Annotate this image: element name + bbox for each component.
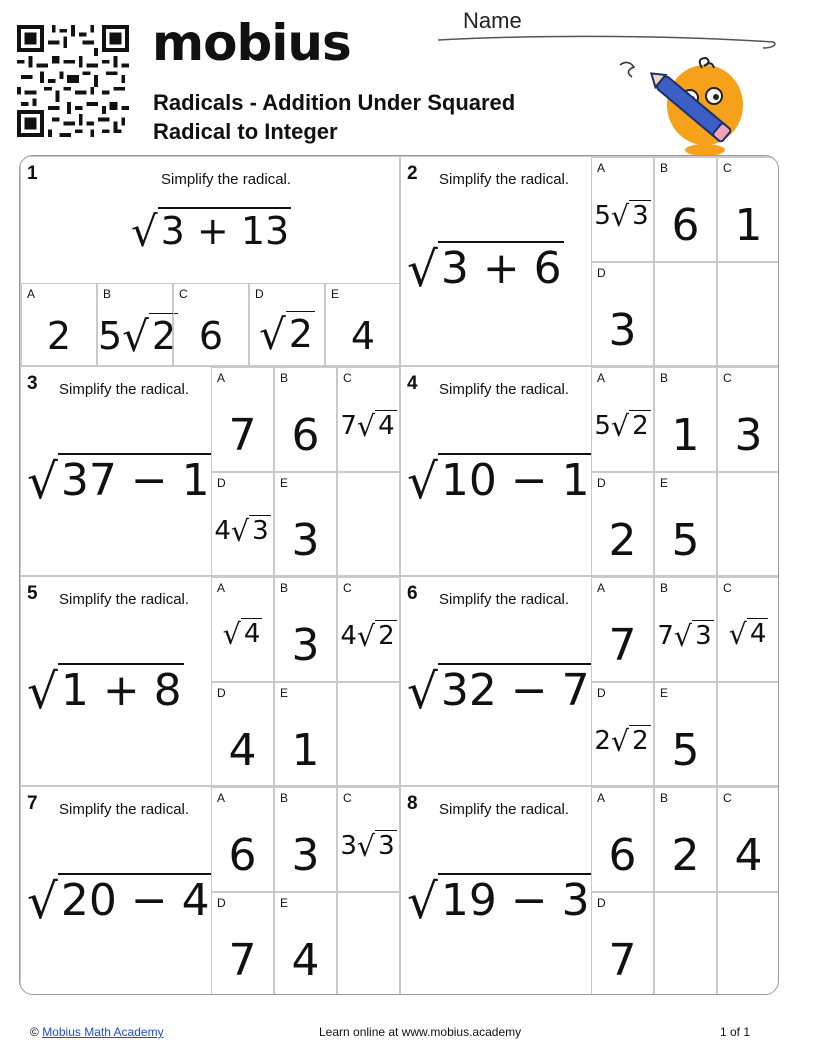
answer-radical-radicand: 4: [375, 410, 397, 441]
answer-value: [655, 725, 716, 776]
answer-choice-b[interactable]: [97, 283, 177, 367]
answer-choice-b[interactable]: [654, 157, 717, 262]
answer-choice-d[interactable]: [211, 892, 274, 995]
answer-number: 1: [291, 725, 320, 776]
answer-number: 7: [228, 935, 257, 986]
answer-value: [592, 830, 653, 881]
empty-answer-box: [717, 892, 779, 995]
empty-answer-box: [654, 262, 717, 367]
answer-choice-a[interactable]: [211, 787, 274, 892]
problem-expression: [407, 241, 564, 298]
problem-instruction: Simplify the radical.: [439, 591, 570, 608]
answer-choice-e[interactable]: [274, 892, 337, 995]
answer-value: [275, 830, 336, 881]
answer-number: 6: [228, 830, 257, 881]
expression-radical-radicand: 32 − 7: [438, 663, 592, 716]
answer-letter: B: [660, 581, 669, 595]
answer-choice-c[interactable]: [717, 577, 779, 682]
answer-value: [592, 620, 653, 671]
radical-sign-icon: √: [222, 617, 241, 651]
answer-choice-e[interactable]: [325, 283, 401, 367]
answer-radical-radicand: 4: [747, 618, 769, 649]
answer-value: [655, 515, 716, 566]
answer-radical-radicand: 2: [149, 313, 178, 358]
answer-radical-radicand: 3: [249, 515, 271, 546]
answer-letter: A: [217, 791, 226, 805]
answer-value: [338, 829, 399, 864]
answer-radical-coefficient: 7: [340, 411, 357, 441]
answer-letter: D: [597, 686, 606, 700]
answer-letter: C: [179, 287, 188, 301]
answer-radical: [594, 724, 650, 759]
problem-cell: [20, 576, 400, 786]
expression-radical-radicand: 10 − 1: [438, 453, 592, 506]
answer-radical-coefficient: 7: [657, 621, 674, 651]
empty-answer-box: [717, 262, 779, 367]
answer-value: [212, 725, 273, 776]
answer-radical-radicand: 3: [629, 200, 651, 231]
answer-choice-c[interactable]: [173, 283, 249, 367]
problem-cell: [20, 366, 400, 576]
radical-sign-icon: √: [407, 873, 438, 930]
answer-choice-b[interactable]: [654, 577, 717, 682]
problem-cell: [400, 576, 779, 786]
answer-letter: E: [280, 476, 289, 490]
problem-expression: [131, 207, 291, 257]
radical-sign-icon: √: [407, 241, 438, 298]
answer-value: [275, 935, 336, 986]
answer-value: [338, 619, 399, 654]
answer-letter: A: [217, 371, 226, 385]
expression-radical-radicand: 19 − 3: [438, 873, 592, 926]
answer-radical-radicand: 4: [241, 618, 263, 649]
answer-value: [22, 314, 96, 358]
answer-radical-coefficient: 5: [594, 201, 611, 231]
answer-radical-radicand: 2: [629, 410, 651, 441]
radical-sign-icon: √: [407, 663, 438, 720]
answer-radical: [223, 618, 263, 649]
worksheet-title: [153, 88, 515, 146]
answer-letter: E: [280, 686, 289, 700]
answer-number: 4: [228, 725, 257, 776]
answer-number: 5: [671, 515, 700, 566]
answer-letter: B: [660, 791, 669, 805]
problem-instruction: Simplify the radical.: [59, 591, 190, 608]
answer-radical: [340, 829, 396, 864]
answer-choice-e[interactable]: [274, 472, 337, 577]
answer-radical-radicand: 2: [286, 311, 315, 356]
problem-expression: [27, 453, 212, 510]
radical-sign-icon: √: [131, 207, 158, 257]
answer-value: [592, 199, 653, 234]
answer-letter: B: [660, 161, 669, 175]
expression-radical: [407, 241, 564, 298]
answer-letter: B: [280, 371, 289, 385]
footer-copyright: © Mobius Math Academy: [30, 1025, 164, 1039]
answer-radical: [98, 312, 178, 362]
empty-answer-box: [337, 472, 400, 577]
answer-value: [655, 830, 716, 881]
radical-sign-icon: √: [27, 873, 58, 930]
answer-radical-radicand: 2: [375, 620, 397, 651]
problem-number: 7: [27, 793, 38, 814]
answer-choice-a[interactable]: [591, 577, 654, 682]
expression-radical-radicand: 37 − 1: [58, 453, 212, 506]
footer-page-number: 1 of 1: [720, 1025, 751, 1039]
answer-value: [592, 724, 653, 759]
answer-letter: B: [660, 371, 669, 385]
answer-letter: D: [597, 896, 606, 910]
answer-value: [592, 305, 653, 356]
answer-choice-b[interactable]: [654, 787, 717, 892]
answer-choice-c[interactable]: [337, 367, 400, 472]
answer-radical-coefficient: 3: [340, 831, 357, 861]
answer-choice-e[interactable]: [274, 682, 337, 787]
problem-expression: [27, 663, 184, 720]
qr-code: [17, 25, 129, 137]
answer-number: 4: [350, 314, 376, 358]
answer-radical: [729, 618, 769, 649]
answer-value: [655, 410, 716, 461]
answer-choice-c[interactable]: [337, 577, 400, 682]
expression-radical-radicand: 20 − 4: [58, 873, 212, 926]
problem-number: 4: [407, 373, 418, 394]
answer-letter: B: [280, 791, 289, 805]
answer-number: 1: [671, 410, 700, 461]
problem-expression: [407, 453, 592, 510]
answer-letter: A: [597, 161, 606, 175]
answer-choice-d[interactable]: [591, 262, 654, 367]
answer-number: 6: [671, 200, 700, 251]
expression-radical: [407, 663, 592, 720]
problem-cell: [400, 786, 779, 995]
answer-number: 7: [608, 620, 637, 671]
answer-letter: C: [343, 791, 352, 805]
answer-letter: C: [343, 371, 352, 385]
answer-letter: D: [597, 266, 606, 280]
answer-value: [212, 618, 273, 651]
answer-choice-d[interactable]: [211, 472, 274, 577]
answer-value: [98, 312, 177, 362]
answer-number: 7: [228, 410, 257, 461]
empty-answer-box: [337, 682, 400, 787]
answer-letter: D: [597, 476, 606, 490]
answer-letter: B: [103, 287, 112, 301]
expression-radical: [407, 453, 592, 510]
problem-expression: [407, 873, 592, 930]
answer-radical: [594, 199, 650, 234]
answer-radical-coefficient: 4: [340, 621, 357, 651]
answer-radical-radicand: 3: [375, 830, 397, 861]
answer-radical-radicand: 3: [692, 620, 714, 651]
answer-letter: E: [331, 287, 340, 301]
answer-letter: E: [660, 686, 669, 700]
problem-number: 5: [27, 583, 38, 604]
answer-value: [250, 311, 324, 358]
radical-sign-icon: √: [356, 409, 376, 444]
radical-sign-icon: √: [27, 453, 58, 510]
radical-sign-icon: √: [230, 514, 250, 549]
empty-answer-box: [337, 892, 400, 995]
answer-radical: [259, 310, 315, 359]
answer-letter: A: [597, 791, 606, 805]
answer-value: [592, 515, 653, 566]
answer-radical: [340, 619, 396, 654]
radical-sign-icon: √: [673, 619, 693, 654]
answer-value: [592, 409, 653, 444]
answer-number: 1: [734, 200, 763, 251]
answer-value: [326, 314, 400, 358]
answer-letter: D: [217, 896, 226, 910]
answer-letter: A: [27, 287, 36, 301]
problem-expression: [27, 873, 212, 930]
expression-radical: [27, 663, 184, 720]
problem-cell: [20, 786, 400, 995]
radical-sign-icon: √: [27, 663, 58, 720]
answer-choice-a[interactable]: [591, 787, 654, 892]
problem-number: 6: [407, 583, 418, 604]
problem-expression: [407, 663, 592, 720]
answer-choice-c[interactable]: [337, 787, 400, 892]
radical-sign-icon: √: [122, 312, 149, 362]
expression-radical-radicand: 3 + 6: [438, 241, 564, 294]
answer-choice-b[interactable]: [274, 787, 337, 892]
answer-value: [174, 314, 248, 358]
answer-letter: E: [280, 896, 289, 910]
answer-number: 3: [291, 830, 320, 881]
answer-number: 6: [198, 314, 224, 358]
problem-grid: [19, 155, 779, 995]
radical-sign-icon: √: [259, 310, 286, 359]
answer-number: 5: [671, 725, 700, 776]
answer-number: 3: [291, 515, 320, 566]
answer-choice-c[interactable]: [717, 367, 779, 472]
answer-number: 2: [671, 830, 700, 881]
answer-choice-c[interactable]: [717, 157, 779, 262]
expression-radical: [27, 873, 212, 930]
problem-number: 2: [407, 163, 418, 184]
answer-letter: E: [660, 476, 669, 490]
answer-number: 3: [608, 305, 637, 356]
answer-number: 7: [608, 935, 637, 986]
mobius-academy-link[interactable]: Mobius Math Academy: [42, 1025, 164, 1039]
answer-choice-b[interactable]: [274, 367, 337, 472]
problem-instruction: Simplify the radical.: [59, 801, 190, 818]
answer-choice-e[interactable]: [654, 682, 717, 787]
answer-value: [718, 410, 779, 461]
answer-letter: D: [217, 476, 226, 490]
answer-choice-a[interactable]: [211, 367, 274, 472]
answer-value: [212, 410, 273, 461]
answer-choice-a[interactable]: [591, 157, 654, 262]
problem-instruction: Simplify the radical.: [161, 171, 292, 188]
mobius-logo: [152, 14, 351, 72]
expression-radical: [27, 453, 212, 510]
answer-radical-radicand: 2: [629, 725, 651, 756]
answer-choice-b[interactable]: [654, 367, 717, 472]
answer-choice-b[interactable]: [274, 577, 337, 682]
empty-answer-box: [654, 892, 717, 995]
answer-letter: D: [217, 686, 226, 700]
problem-instruction: Simplify the radical.: [439, 171, 570, 188]
radical-sign-icon: √: [610, 724, 630, 759]
answer-letter: D: [255, 287, 264, 301]
answer-number: 6: [291, 410, 320, 461]
radical-sign-icon: √: [356, 829, 376, 864]
answer-value: [275, 410, 336, 461]
answer-radical: [340, 409, 396, 444]
answer-radical: [594, 409, 650, 444]
answer-value: [275, 725, 336, 776]
answer-letter: C: [723, 161, 732, 175]
mascot-illustration: [610, 50, 760, 160]
answer-letter: B: [280, 581, 289, 595]
answer-choice-d[interactable]: [249, 283, 325, 367]
expression-radical-radicand: 1 + 8: [58, 663, 184, 716]
problem-instruction: Simplify the radical.: [439, 381, 570, 398]
answer-value: [275, 515, 336, 566]
expression-radical-radicand: 3 + 13: [158, 207, 292, 253]
radical-sign-icon: √: [728, 617, 747, 651]
problem-number: 8: [407, 793, 418, 814]
answer-number: 4: [291, 935, 320, 986]
logo-text: mobius: [152, 14, 351, 72]
answer-value: [718, 200, 779, 251]
answer-choice-a[interactable]: [21, 283, 97, 367]
problem-instruction: Simplify the radical.: [439, 801, 570, 818]
answer-radical-coefficient: 5: [594, 411, 611, 441]
answer-radical: [214, 514, 270, 549]
answer-value: [212, 830, 273, 881]
answer-radical-coefficient: 2: [594, 726, 611, 756]
answer-value: [212, 935, 273, 986]
answer-value: [655, 200, 716, 251]
answer-choice-d[interactable]: [591, 892, 654, 995]
answer-letter: A: [217, 581, 226, 595]
problem-instruction: Simplify the radical.: [59, 381, 190, 398]
answer-letter: C: [723, 791, 732, 805]
answer-value: [275, 620, 336, 671]
problem-number: 3: [27, 373, 38, 394]
answer-choice-a[interactable]: [591, 367, 654, 472]
answer-choice-e[interactable]: [654, 472, 717, 577]
expression-radical: [407, 873, 592, 930]
radical-sign-icon: √: [407, 453, 438, 510]
answer-choice-c[interactable]: [717, 787, 779, 892]
answer-value: [718, 618, 779, 651]
radical-sign-icon: √: [610, 409, 630, 444]
problem-cell: [400, 366, 779, 576]
problem-cell: [400, 156, 779, 366]
answer-value: [655, 619, 716, 654]
radical-sign-icon: √: [356, 619, 376, 654]
problem-cell: [20, 156, 400, 366]
answer-radical-coefficient: 4: [214, 516, 231, 546]
answer-letter: A: [597, 581, 606, 595]
name-label: Name: [463, 8, 522, 33]
title-line-1: Radicals - Addition Under Squared: [153, 90, 516, 115]
empty-answer-box: [717, 472, 779, 577]
answer-value: [718, 830, 779, 881]
answer-value: [212, 514, 273, 549]
answer-number: 3: [291, 620, 320, 671]
radical-sign-icon: √: [610, 199, 630, 234]
answer-value: [592, 935, 653, 986]
answer-number: 2: [608, 515, 637, 566]
empty-answer-box: [717, 682, 779, 787]
answer-radical: [657, 619, 713, 654]
answer-number: 3: [734, 410, 763, 461]
problem-number: 1: [27, 163, 38, 184]
answer-letter: C: [723, 581, 732, 595]
answer-choice-d[interactable]: [211, 682, 274, 787]
answer-letter: C: [723, 371, 732, 385]
answer-choice-a[interactable]: [211, 577, 274, 682]
answer-radical-coefficient: 5: [98, 314, 123, 358]
answer-choice-d[interactable]: [591, 472, 654, 577]
answer-number: 4: [734, 830, 763, 881]
answer-number: 2: [46, 314, 72, 358]
answer-letter: A: [597, 371, 606, 385]
answer-number: 6: [608, 830, 637, 881]
answer-value: [338, 409, 399, 444]
expression-radical: [131, 207, 291, 257]
answer-letter: C: [343, 581, 352, 595]
title-line-2: Radical to Integer: [153, 119, 338, 144]
answer-choice-d[interactable]: [591, 682, 654, 787]
footer-learn-online: Learn online at www.mobius.academy: [319, 1025, 522, 1039]
